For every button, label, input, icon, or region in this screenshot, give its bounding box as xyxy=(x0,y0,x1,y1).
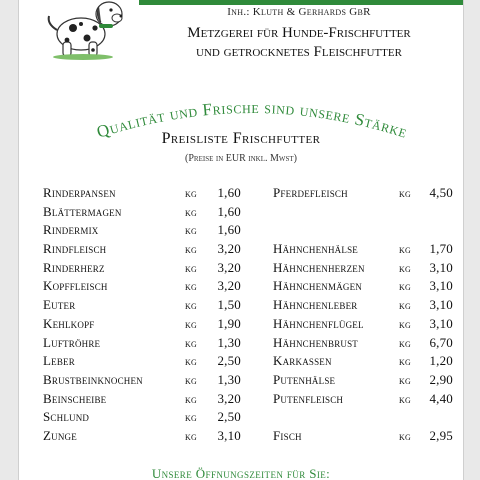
item-unit: kg xyxy=(399,242,411,257)
item-unit: kg xyxy=(185,204,197,219)
item-price: 2,50 xyxy=(217,409,241,425)
item-price: 1,50 xyxy=(217,297,241,313)
item-unit: kg xyxy=(399,335,411,350)
price-column-right xyxy=(273,184,463,446)
price-row xyxy=(273,408,463,427)
price-row xyxy=(43,334,255,353)
item-price: 1,20 xyxy=(429,353,453,369)
item-unit: kg xyxy=(399,372,411,387)
item-price: 3,20 xyxy=(217,278,241,294)
item-price: 6,70 xyxy=(429,334,453,350)
item-name: Brustbeinknochen xyxy=(43,371,143,387)
item-unit: kg xyxy=(185,354,197,369)
item-name: Blättermagen xyxy=(43,203,122,219)
item-name: Kopffleisch xyxy=(43,278,108,294)
item-price: 1,30 xyxy=(217,371,241,387)
item-name: Schlund xyxy=(43,409,90,425)
price-row xyxy=(43,408,255,427)
item-unit: kg xyxy=(185,298,197,313)
item-price: 3,20 xyxy=(217,259,241,275)
item-name: Rindfleisch xyxy=(43,241,107,257)
item-unit: kg xyxy=(185,260,197,275)
item-price: 4,40 xyxy=(429,390,453,406)
item-name: Rinderpansen xyxy=(43,185,116,200)
item-price: 3,10 xyxy=(429,297,453,313)
owner-line: Inh.: Kluth & Gerhards GbR xyxy=(227,6,371,18)
price-row xyxy=(273,296,463,315)
item-name: Hähnchenhälse xyxy=(273,241,358,257)
price-row xyxy=(273,221,463,240)
price-row xyxy=(273,390,463,409)
price-row xyxy=(43,296,255,315)
item-unit: kg xyxy=(185,223,197,238)
item-name: Leber xyxy=(43,353,75,369)
item-name: Euter xyxy=(43,297,76,313)
price-row xyxy=(43,240,255,259)
item-price: 2,50 xyxy=(217,353,241,369)
item-name: Beinscheibe xyxy=(43,390,107,406)
item-unit: kg xyxy=(399,391,411,406)
item-price: 2,90 xyxy=(429,371,453,387)
price-row xyxy=(273,184,463,203)
price-row xyxy=(43,371,255,390)
item-unit: kg xyxy=(185,391,197,406)
item-unit: kg xyxy=(185,372,197,387)
item-unit: kg xyxy=(185,279,197,294)
price-row xyxy=(273,259,463,278)
item-price: 1,70 xyxy=(429,241,453,257)
dalmatian-dog-icon xyxy=(37,0,137,60)
item-unit: kg xyxy=(399,279,411,294)
item-name: Rinderherz xyxy=(43,259,105,275)
item-unit: kg xyxy=(399,428,411,443)
item-name: Rindermix xyxy=(43,222,99,238)
price-row xyxy=(43,259,255,278)
item-name: Hähnchenleber xyxy=(273,297,358,313)
item-unit: kg xyxy=(399,260,411,275)
shop-title-line-1: Metzgerei für Hunde-Frischfutter xyxy=(187,25,411,41)
item-name: Hähnchenmägen xyxy=(273,278,362,294)
item-name: Fisch xyxy=(273,427,302,443)
shop-title-line-2: und getrocknetes Fleischfutter xyxy=(196,44,402,60)
item-unit: kg xyxy=(185,242,197,257)
price-row xyxy=(273,315,463,334)
item-price: 1,60 xyxy=(217,185,241,200)
item-name: Zunge xyxy=(43,427,77,443)
price-row xyxy=(273,240,463,259)
price-list-page xyxy=(18,0,464,480)
item-price: 1,60 xyxy=(217,222,241,238)
item-price: 1,30 xyxy=(217,334,241,350)
item-price: 3,20 xyxy=(217,241,241,257)
item-unit: kg xyxy=(185,316,197,331)
price-row xyxy=(273,203,463,222)
price-row xyxy=(43,427,255,446)
price-row xyxy=(273,427,463,446)
price-row xyxy=(43,390,255,409)
price-row xyxy=(43,184,255,203)
item-price: 1,90 xyxy=(217,315,241,331)
price-row xyxy=(43,221,255,240)
price-list-subtitle: (Preise in EUR inkl. Mwst) xyxy=(185,153,297,164)
header-green-bar xyxy=(139,0,463,5)
item-name: Hähnchenherzen xyxy=(273,259,365,275)
item-unit: kg xyxy=(399,354,411,369)
item-name: Putenfleisch xyxy=(273,390,344,406)
item-name: Luftröhre xyxy=(43,334,101,350)
price-row xyxy=(43,277,255,296)
price-column-left xyxy=(43,184,255,446)
motto-text-path: Qualität und Frische sind unsere Stärke xyxy=(94,97,410,142)
item-price: 3,10 xyxy=(429,315,453,331)
item-price: 3,10 xyxy=(217,427,241,443)
price-row xyxy=(43,315,255,334)
item-unit: kg xyxy=(185,428,197,443)
price-row xyxy=(273,277,463,296)
item-name: Pferdefleisch xyxy=(273,185,348,200)
opening-hours-heading: Unsere Öffnungszeiten für Sie: xyxy=(151,466,331,480)
item-price: 2,95 xyxy=(429,427,453,443)
item-unit: kg xyxy=(399,186,411,200)
item-unit: kg xyxy=(399,316,411,331)
item-name: Karkassen xyxy=(273,353,332,369)
price-row xyxy=(273,334,463,353)
price-row xyxy=(43,352,255,371)
item-name: Hähnchenflügel xyxy=(273,315,364,331)
item-price: 3,10 xyxy=(429,278,453,294)
price-list-title: Preisliste Frischfutter xyxy=(161,130,321,147)
item-unit: kg xyxy=(185,410,197,425)
item-price: 1,60 xyxy=(217,203,241,219)
item-price: 3,10 xyxy=(429,259,453,275)
item-unit: kg xyxy=(399,298,411,313)
item-price: 4,50 xyxy=(429,185,453,200)
shop-title xyxy=(139,24,459,62)
item-unit: kg xyxy=(185,186,197,200)
price-row xyxy=(273,352,463,371)
price-row xyxy=(43,203,255,222)
item-name: Putenhälse xyxy=(273,371,336,387)
item-unit: kg xyxy=(185,335,197,350)
item-name: Kehlkopf xyxy=(43,315,95,331)
item-price: 3,20 xyxy=(217,390,241,406)
item-name: Hähnchenbrust xyxy=(273,334,358,350)
price-row xyxy=(273,371,463,390)
